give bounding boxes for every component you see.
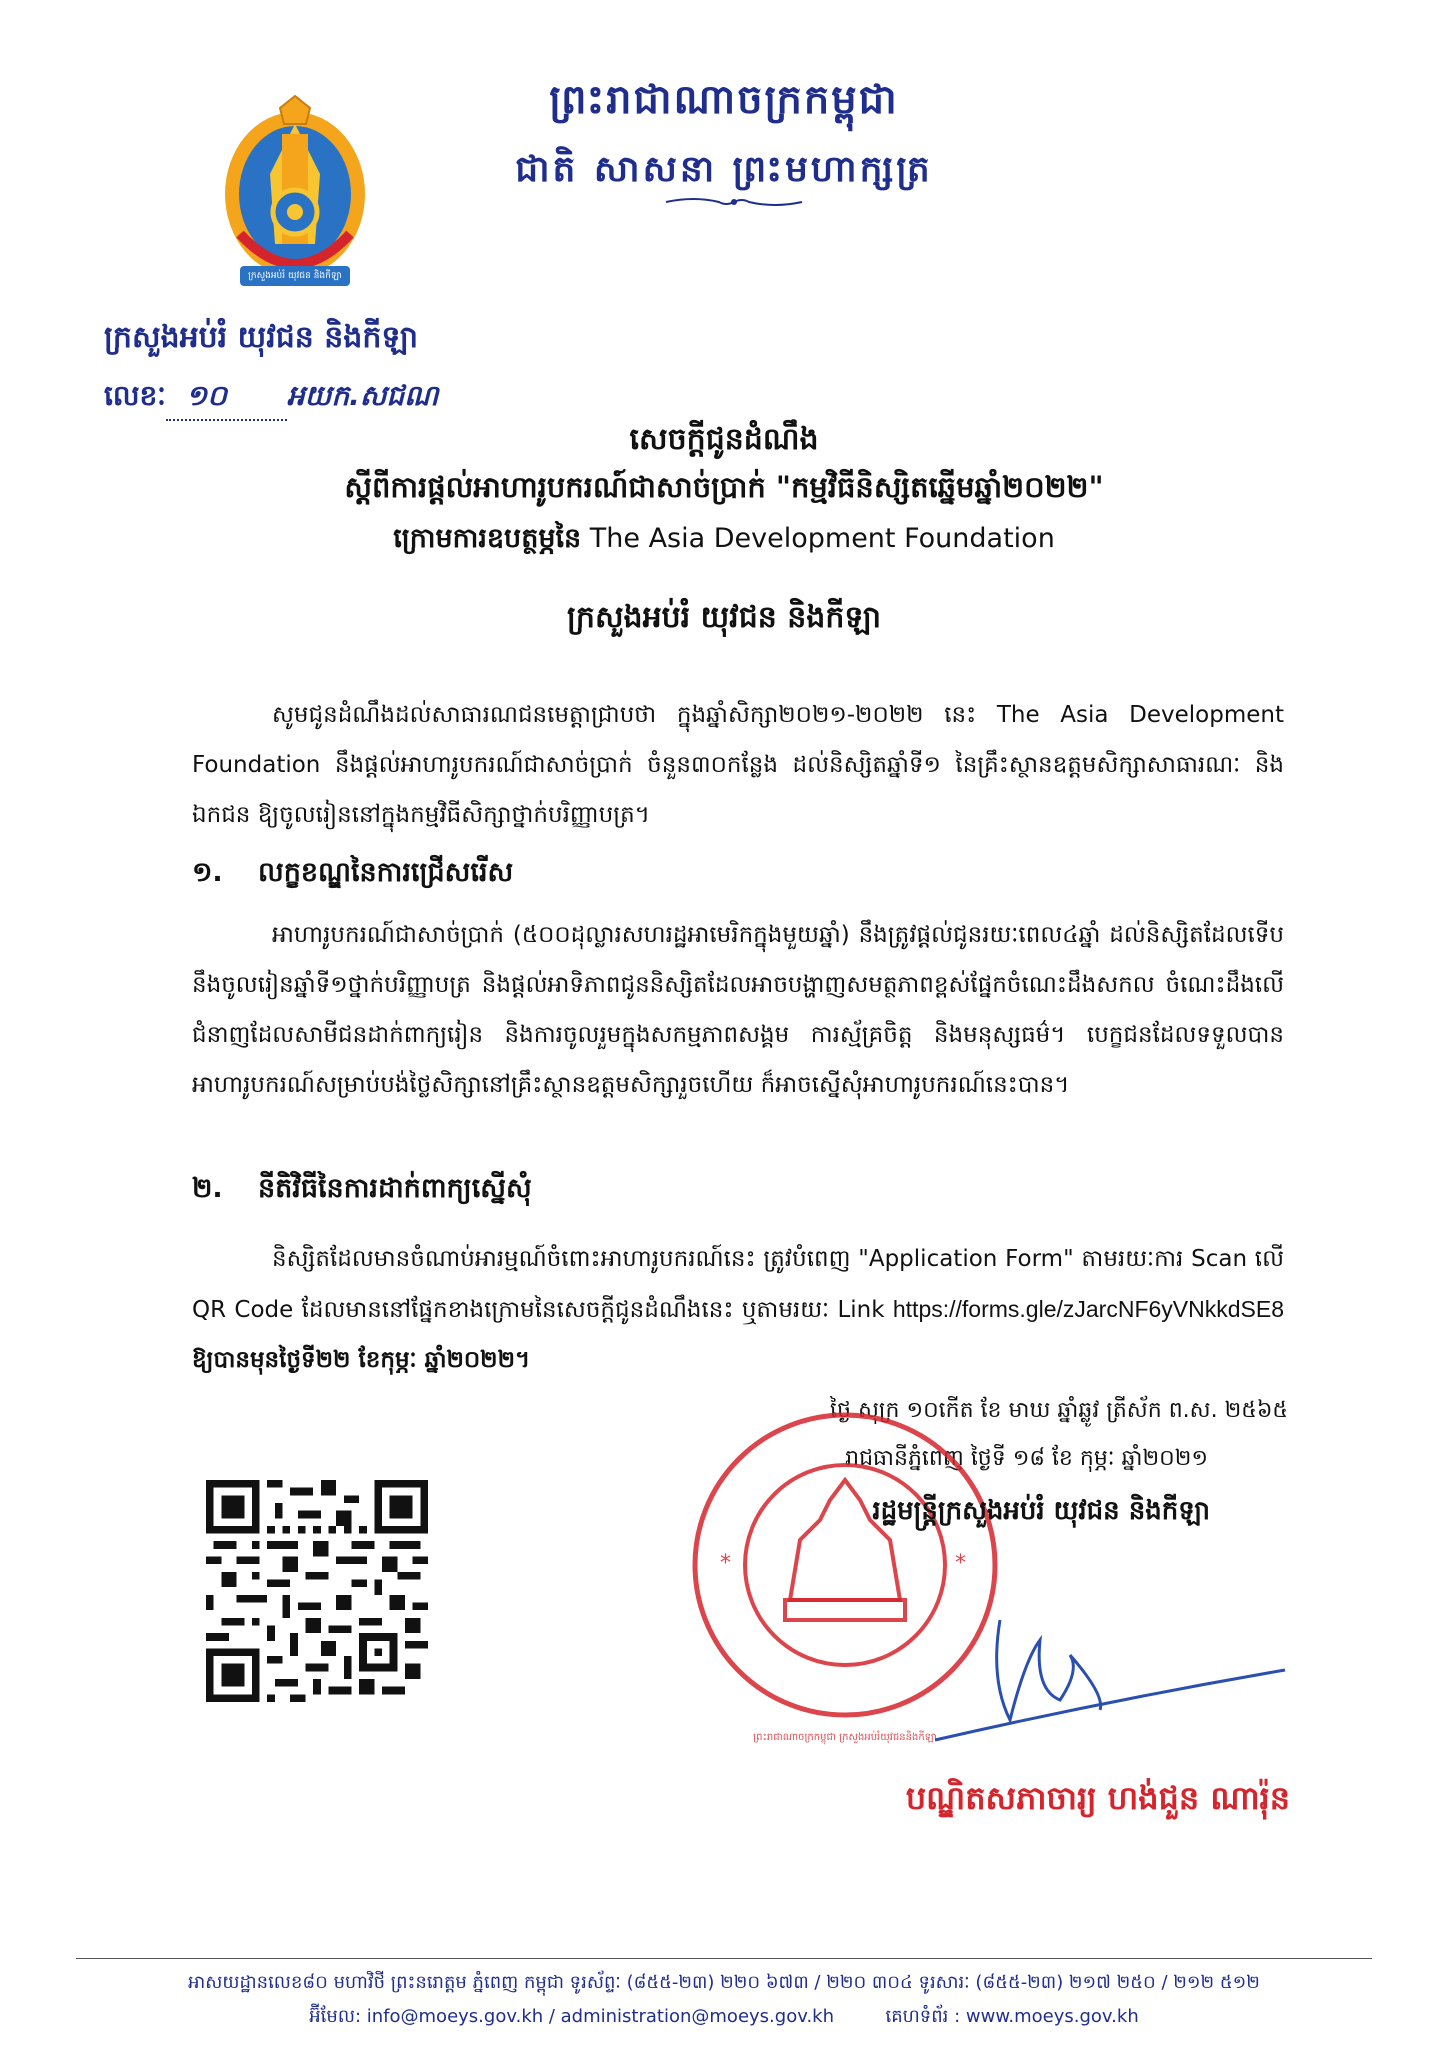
handwritten-signature <box>930 1600 1290 1750</box>
section-2-title: នីតិវិធីនៃការដាក់ពាក្យស្នើសុំ <box>258 1173 532 1204</box>
website-label: គេហទំព័រ : <box>885 2006 961 2027</box>
notice-sponsor <box>0 522 1448 561</box>
stamp-caption: ព្រះរាជាណាចក្រកម្ពុជា ក្រសួងអប់រំយុវជននិងកីឡា <box>753 1732 937 1743</box>
kingdom-header: ព្រះរាជាណាចក្រកម្ពុជា <box>549 77 899 123</box>
qr-code-icon[interactable] <box>206 1480 428 1702</box>
footer-address: អាសយដ្ឋានលេខ៨០ មហាវិថី ព្រះនរោត្តម ភ្នំពេញ កម្ពុជា ទូរស័ព្ទៈ (៨៥៥-២៣) ២២០ ៦៧៣ / ២២០ ៣០៤ ទូរសារៈ (៨៥៥-២៣) ២១៧ ២៥០ / ២១២ ៥១២ <box>188 1972 1260 1993</box>
section-2-heading <box>192 1172 532 1211</box>
email-addresses[interactable]: info@moeys.gov.kh / administration@moeys.gov.kh <box>366 2006 835 2027</box>
section-2-text: និស្សិតដែលមានចំណាប់អារម្មណ៍ចំពោះអាហារូបករណ៍នេះ ត្រូវបំពេញ "Application Form" តាមរយៈការ Scan លើ QR Code ដែលមាននៅផ្នែកខាងក្រោមនៃសេចក្តីជូនដំណឹងនេះ ឬតាមរយៈ Link <box>192 1246 1284 1323</box>
issuing-ministry-title: ក្រសួងអប់រំ យុវជន និងកីឡា <box>566 600 881 635</box>
intro-paragraph: សូមជូនដំណឹងដល់សាធារណជនមេត្តាជ្រាបថា ក្នុងឆ្នាំសិក្សា២០២១-២០២២ នេះ The Asia Development Foundation នឹងផ្តល់អាហារូបករណ៍ជាសាច់ប្រាក់ ចំនួន៣០កន្លែង ដល់និស្សិតឆ្នាំទី១ នៃគ្រឹះស្ថានឧត្តមសិក្សាសាធារណៈ និងឯកជន ឱ្យចូលរៀននៅក្នុងកម្មវិធីសិក្សាថ្នាក់បរិញ្ញាបត្រ។ <box>192 702 1284 828</box>
notice-subject: ស្តីពីការផ្តល់អាហារូបករណ៍ជាសាច់ប្រាក់ "កម្មវិធីនិស្សិតឆ្នើមឆ្នាំ២០២២" <box>344 470 1104 504</box>
footer-divider <box>76 1958 1372 1959</box>
nation-religion-king-motto: ជាតិ សាសនា ព្រះមហាក្សត្រ <box>515 149 933 190</box>
svg-text:*: * <box>955 1551 966 1576</box>
solar-date: រាជធានីភ្នំពេញ ថ្ងៃទី ១៨ ខែ កុម្ភៈ ឆ្នាំ២០២១ <box>845 1446 1208 1471</box>
section-1-number: ១. <box>192 857 223 888</box>
decorative-divider-icon <box>664 194 804 210</box>
section-1-title: លក្ខខណ្ឌនៃការជ្រើសរើស <box>258 857 514 888</box>
section-2-paragraph <box>192 1234 1284 1385</box>
footer-contacts <box>0 2004 1448 2031</box>
sponsor-prefix: ក្រោមការឧបត្ថម្ភនៃ <box>393 523 582 554</box>
notice-title: សេចក្តីជូនដំណឹង <box>629 422 819 457</box>
section-1-heading <box>192 856 513 895</box>
reference-number <box>104 378 438 421</box>
svg-text:*: * <box>720 1551 731 1576</box>
lunar-date: ថ្ងៃ សុក្រ ១០កើត ខែ មាឃ ឆ្នាំឆ្លូវ ត្រីស័ក ព.ស. ២៥៦៥ <box>830 1398 1288 1423</box>
signer-name: បណ្ឌិតសភាចារ្យ ហង់ជួន ណារ៉ុន <box>905 1779 1290 1817</box>
website-link[interactable]: www.moeys.gov.kh <box>965 2006 1139 2027</box>
reference-value: ១០ <box>166 378 287 421</box>
email-label: អ៊ីមែល: <box>309 2006 362 2027</box>
signer-title: រដ្ឋមន្ត្រីក្រសួងអប់រំ យុវជន និងកីឡា <box>872 1496 1210 1526</box>
section-1-paragraph: អាហារូបករណ៍ជាសាច់ប្រាក់ (៥០០ដុល្លារសហរដ្ឋអាមេរិកក្នុងមួយឆ្នាំ) នឹងត្រូវផ្តល់ជូនរយៈពេល៤ឆ្នាំ ដល់និស្សិតដែលទើបនឹងចូលរៀនឆ្នាំទី១ថ្នាក់បរិញ្ញាបត្រ និងផ្តល់អាទិភាពជូននិស្សិតដែលអាចបង្ហាញសមត្ថភាពខ្ពស់ផ្នែកចំណេះដឹងសកល ចំណេះដឹងលើជំនាញដែលសាមីជនដាក់ពាក្យរៀន និងការចូលរួមក្នុងសកម្មភាពសង្គម ការស្ម័គ្រចិត្ត និងមនុស្សធម៌។ បេក្ខជនដែលទទួលបានអាហារូបករណ៍សម្រាប់បង់ថ្លៃសិក្សានៅគ្រឹះស្ថានឧត្តមសិក្សារួចហើយ ក៏អាចស្នើសុំអាហារូបករណ៍នេះបាន។ <box>192 922 1284 1098</box>
emblem-caption: ក្រសួងអប់រំ យុវជន និងកីឡា <box>248 271 342 281</box>
reference-code: អយក.សជណ <box>286 379 439 412</box>
sponsor-name: The Asia Development Foundation <box>589 523 1055 554</box>
section-2-number: ២. <box>192 1173 223 1204</box>
application-deadline: ឱ្យបានមុនថ្ងៃទី២២ ខែកុម្ភៈ ឆ្នាំ២០២២។ <box>192 1347 531 1373</box>
application-form-link[interactable]: https://forms.gle/zJarcNF6yVNkkdSE8 <box>892 1296 1284 1322</box>
reference-label: លេខៈ <box>104 379 166 412</box>
issuing-ministry: ក្រសួងអប់រំ យុវជន និងកីឡា <box>104 320 419 355</box>
